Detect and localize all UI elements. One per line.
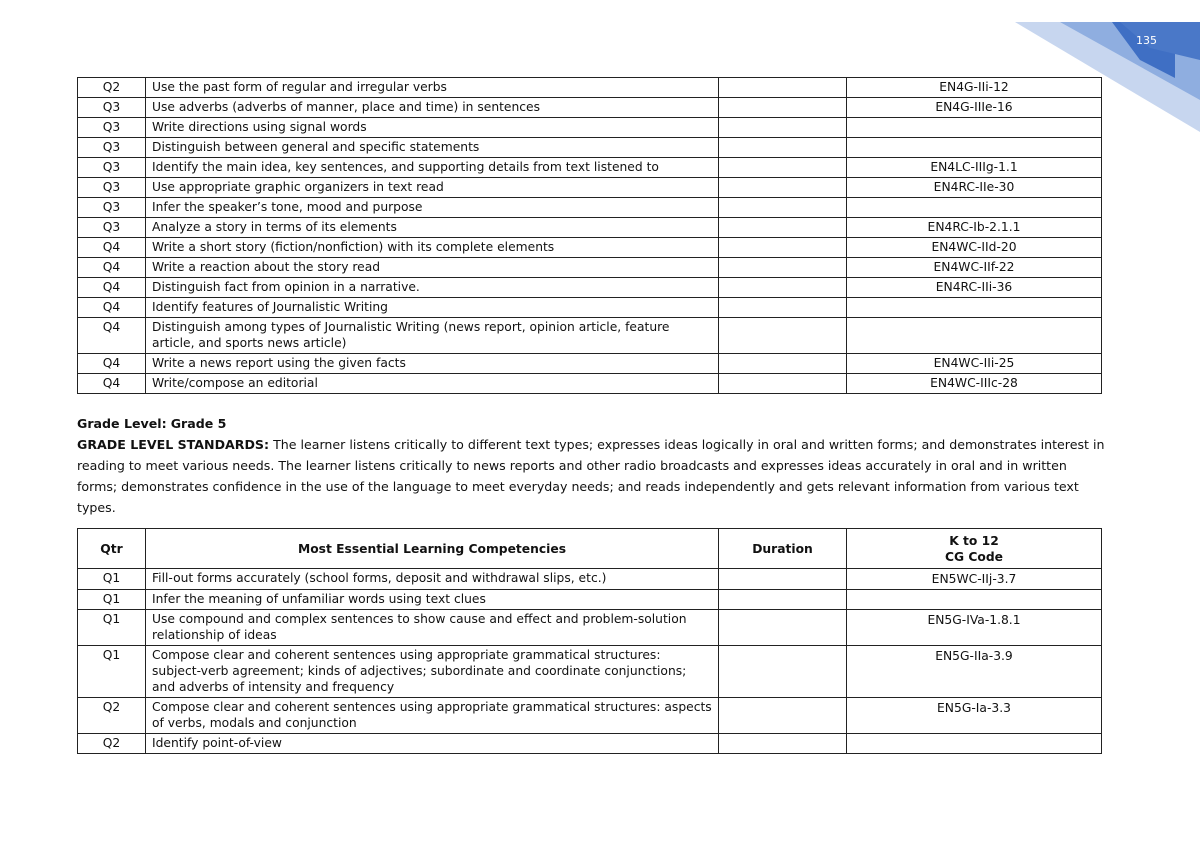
cell-qtr: Q3 [78, 178, 146, 198]
cell-competency: Write a reaction about the story read [146, 258, 719, 278]
cell-qtr: Q4 [78, 238, 146, 258]
cell-competency: Identify features of Journalistic Writing [146, 298, 719, 318]
table-row [78, 354, 1102, 374]
table-row [78, 569, 1102, 590]
table-row [78, 258, 1102, 278]
cell-qtr: Q2 [78, 698, 146, 734]
cell-duration [719, 569, 847, 590]
cell-competency: Identify point-of-view [146, 734, 719, 754]
cell-duration [719, 158, 847, 178]
grade-level-label: Grade Level: [77, 416, 167, 431]
cell-cg-code: EN4RC-Ib-2.1.1 [847, 218, 1102, 238]
standards-label: GRADE LEVEL STANDARDS: [77, 437, 270, 452]
cell-duration [719, 354, 847, 374]
page-number: 135 [1136, 34, 1157, 47]
cell-qtr: Q3 [78, 138, 146, 158]
cell-qtr: Q1 [78, 610, 146, 646]
cell-duration [719, 238, 847, 258]
cell-cg-code: EN4WC-IIi-25 [847, 354, 1102, 374]
table-row [78, 374, 1102, 394]
cell-qtr: Q1 [78, 590, 146, 610]
table-row [78, 298, 1102, 318]
cell-competency: Identify the main idea, key sentences, and supporting details from text listened to [146, 158, 719, 178]
table-row [78, 198, 1102, 218]
cell-duration [719, 590, 847, 610]
cell-qtr: Q3 [78, 158, 146, 178]
grade-level-line [77, 413, 1107, 434]
cell-cg-code: EN4RC-IIe-30 [847, 178, 1102, 198]
cell-competency: Use compound and complex sentences to show cause and effect and problem-solution relationship of ideas [146, 610, 719, 646]
table-row [78, 178, 1102, 198]
table-row [78, 318, 1102, 354]
cell-cg-code: EN5G-Ia-3.3 [847, 698, 1102, 734]
cell-duration [719, 298, 847, 318]
cell-cg-code: EN5G-IVa-1.8.1 [847, 610, 1102, 646]
cell-competency: Write/compose an editorial [146, 374, 719, 394]
cell-qtr: Q3 [78, 118, 146, 138]
table-row [78, 278, 1102, 298]
table-row [78, 734, 1102, 754]
cell-competency: Use the past form of regular and irregular verbs [146, 78, 719, 98]
cell-qtr: Q4 [78, 354, 146, 374]
table-row [78, 218, 1102, 238]
cell-cg-code: EN4RC-IIi-36 [847, 278, 1102, 298]
cell-competency: Compose clear and coherent sentences using appropriate grammatical structures: subject-verb agreement; kinds of adjectives; subordinate and coordinate conjunctions; and adverbs of intensity and frequency [146, 646, 719, 698]
header-cg-code [847, 529, 1102, 569]
grade-section [77, 413, 1107, 518]
cell-duration [719, 698, 847, 734]
competency-table-grade5 [77, 528, 1102, 754]
cell-qtr: Q2 [78, 78, 146, 98]
cell-cg-code [847, 318, 1102, 354]
cell-duration [719, 374, 847, 394]
cell-competency: Write directions using signal words [146, 118, 719, 138]
cell-competency: Analyze a story in terms of its elements [146, 218, 719, 238]
cell-qtr: Q3 [78, 98, 146, 118]
cell-cg-code [847, 734, 1102, 754]
cell-cg-code [847, 118, 1102, 138]
cell-qtr: Q4 [78, 374, 146, 394]
table-row [78, 238, 1102, 258]
cell-duration [719, 138, 847, 158]
grade-level-value: Grade 5 [170, 416, 227, 431]
cell-cg-code: EN4G-IIIe-16 [847, 98, 1102, 118]
cell-competency: Distinguish among types of Journalistic Writing (news report, opinion article, feature article, and sports news article) [146, 318, 719, 354]
cell-duration [719, 318, 847, 354]
cell-duration [719, 258, 847, 278]
cell-duration [719, 98, 847, 118]
cell-duration [719, 610, 847, 646]
cell-duration [719, 178, 847, 198]
cell-competency: Use adverbs (adverbs of manner, place and time) in sentences [146, 98, 719, 118]
cell-competency: Distinguish between general and specific statements [146, 138, 719, 158]
table-row [78, 590, 1102, 610]
grade-level-standards [77, 434, 1107, 518]
cell-cg-code: EN5WC-IIj-3.7 [847, 569, 1102, 590]
cell-duration [719, 734, 847, 754]
cell-cg-code [847, 590, 1102, 610]
cell-qtr: Q3 [78, 218, 146, 238]
cell-competency: Distinguish fact from opinion in a narrative. [146, 278, 719, 298]
cell-cg-code: EN4WC-IIIc-28 [847, 374, 1102, 394]
cell-cg-code: EN5G-IIa-3.9 [847, 646, 1102, 698]
cell-qtr: Q4 [78, 278, 146, 298]
cell-competency: Infer the speaker’s tone, mood and purpose [146, 198, 719, 218]
cell-duration [719, 198, 847, 218]
table-row [78, 118, 1102, 138]
cell-competency: Compose clear and coherent sentences using appropriate grammatical structures: aspects of verbs, modals and conjunction [146, 698, 719, 734]
table-row [78, 98, 1102, 118]
cell-cg-code [847, 298, 1102, 318]
header-competency: Most Essential Learning Competencies [146, 529, 719, 569]
table-row [78, 158, 1102, 178]
table-header-row [78, 529, 1102, 569]
cell-competency: Write a short story (fiction/nonfiction) with its complete elements [146, 238, 719, 258]
cell-qtr: Q1 [78, 646, 146, 698]
table-row [78, 138, 1102, 158]
cell-cg-code: EN4LC-IIIg-1.1 [847, 158, 1102, 178]
header-cg-code-line2: CG Code [944, 549, 1003, 564]
cell-qtr: Q1 [78, 569, 146, 590]
cell-competency: Write a news report using the given facts [146, 354, 719, 374]
standards-text: The learner listens critically to different text types; expresses ideas logically in oral and written forms; and demonstrates interest in reading to meet various needs. The learner listens critically to news reports and other radio broadcasts and expresses ideas accurately in oral and in written forms; demonstrates confidence in the use of the language to meet everyday needs; and reads independently and gets relevant information from various text types. [77, 437, 1105, 515]
competency-table-grade4 [77, 77, 1102, 394]
cell-competency: Use appropriate graphic organizers in text read [146, 178, 719, 198]
cell-duration [719, 78, 847, 98]
cell-qtr: Q2 [78, 734, 146, 754]
cell-cg-code: EN4WC-IIf-22 [847, 258, 1102, 278]
table-row [78, 610, 1102, 646]
cell-competency: Infer the meaning of unfamiliar words using text clues [146, 590, 719, 610]
cell-qtr: Q4 [78, 258, 146, 278]
cell-duration [719, 218, 847, 238]
table-row [78, 646, 1102, 698]
cell-duration [719, 278, 847, 298]
table-row [78, 78, 1102, 98]
cell-duration [719, 646, 847, 698]
cell-qtr: Q3 [78, 198, 146, 218]
header-qtr: Qtr [78, 529, 146, 569]
header-cg-code-line1: K to 12 [949, 533, 999, 548]
table-row [78, 698, 1102, 734]
cell-qtr: Q4 [78, 298, 146, 318]
cell-cg-code [847, 138, 1102, 158]
cell-duration [719, 118, 847, 138]
cell-cg-code [847, 198, 1102, 218]
cell-cg-code: EN4WC-IId-20 [847, 238, 1102, 258]
cell-competency: Fill-out forms accurately (school forms, deposit and withdrawal slips, etc.) [146, 569, 719, 590]
cell-cg-code: EN4G-IIi-12 [847, 78, 1102, 98]
header-duration: Duration [719, 529, 847, 569]
cell-qtr: Q4 [78, 318, 146, 354]
